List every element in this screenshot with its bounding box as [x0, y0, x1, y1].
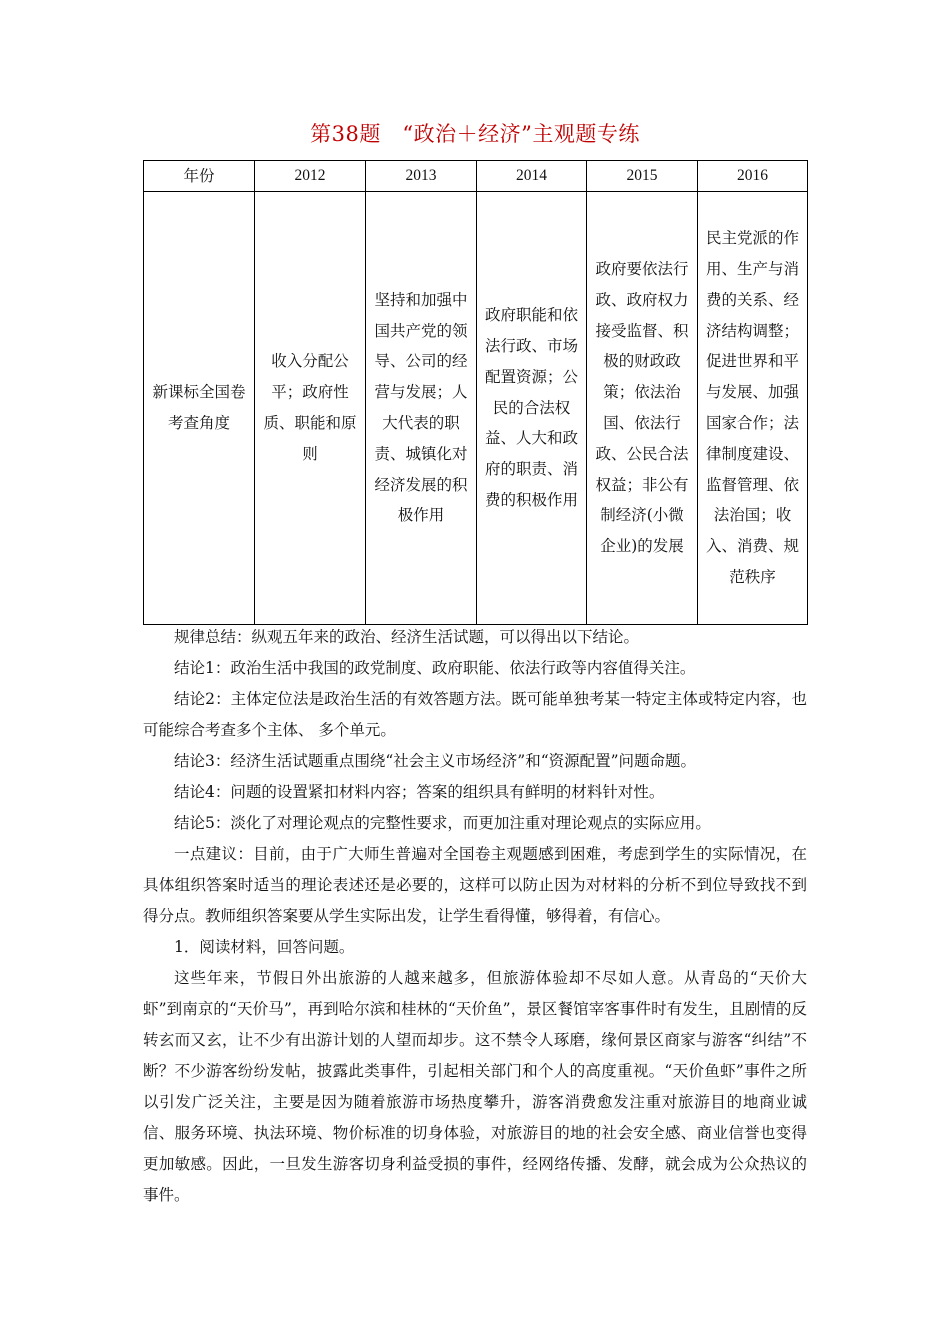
cell-2013: 坚持和加强中国共产党的领导、公司的经营与发展；人大代表的职责、城镇化对经济发展的积极作用: [366, 192, 477, 625]
page-title: 第38题 “政治＋经济”主观题专练: [310, 122, 640, 146]
cell-2012: 收入分配公平；政府性质、职能和原则: [255, 192, 366, 625]
question-1: 1．阅读材料，回答问题。: [174, 938, 355, 956]
conclusion-4: 结论4：问题的设置紧扣材料内容；答案的组织具有鲜明的材料针对性。: [174, 783, 665, 801]
header-year: 年份: [144, 161, 255, 192]
table-row: [144, 192, 808, 625]
header-2016: 2016: [698, 161, 808, 192]
row-label: 新课标全国卷考查角度: [144, 192, 255, 625]
conclusion-3: 结论3：经济生活试题重点围绕“社会主义市场经济”和“资源配置”问题命题。: [174, 752, 697, 770]
material-paragraph: 这些年来，节假日外出旅游的人越来越多，但旅游体验却不尽如人意。从青岛的“天价大虾”到南京的“天价马”，再到哈尔滨和桂林的“天价鱼”，景区餐馆宰客事件时有发生，且剧情的反转玄而又玄，让不少有出游计划的人望而却步。这不禁令人琢磨，缘何景区商家与游客“纠结”不断？不少游客纷纷发帖，披露此类事件，引起相关部门和个人的高度重视。“天价鱼虾”事件之所以引发广泛关注，主要是因为随着旅游市场热度攀升，游客消费愈发注重对旅游目的地商业诚信、服务环境、执法环境、物价标准的切身体验，对旅游目的地的社会安全感、商业信誉也变得更加敏感。因此，一旦发生游客切身利益受损的事件，经网络传播、发酵，就会成为公众热议的事件。: [143, 969, 807, 1204]
suggestion-paragraph: 一点建议：目前，由于广大师生普遍对全国卷主观题感到困难，考虑到学生的实际情况，在具体组织答案时适当的理论表述还是必要的，这样可以防止因为对材料的分析不到位导致找不到得分点。教师组织答案要从学生实际出发，让学生看得懂，够得着，有信心。: [143, 845, 807, 925]
body-text: [143, 622, 807, 1211]
exam-topic-table: [143, 160, 808, 625]
header-2014: 2014: [477, 161, 587, 192]
cell-2014: 政府职能和依法行政、市场配置资源；公民的合法权益、人大和政府的职责、消费的积极作用: [477, 192, 587, 625]
header-2013: 2013: [366, 161, 477, 192]
conclusion-2: 结论2：主体定位法是政治生活的有效答题方法。既可能单独考某一特定主体或特定内容，也可能综合考查多个主体、 多个单元。: [143, 690, 807, 739]
table-header-row: [144, 161, 808, 192]
cell-2015: 政府要依法行政、政府权力接受监督、积极的财政政策；依法治国、依法行政、公民合法权益；非公有制经济(小微企业)的发展: [587, 192, 698, 625]
conclusion-5: 结论5：淡化了对理论观点的完整性要求，而更加注重对理论观点的实际应用。: [174, 814, 711, 832]
header-2012: 2012: [255, 161, 366, 192]
summary-paragraph: 规律总结：纵观五年来的政治、经济生活试题，可以得出以下结论。: [174, 628, 640, 646]
cell-2016: 民主党派的作用、生产与消费的关系、经济结构调整；促进世界和平与发展、加强国家合作；法律制度建设、监督管理、依法治国；收入、消费、规范秩序: [698, 192, 808, 625]
conclusion-1: 结论1：政治生活中我国的政党制度、政府职能、依法行政等内容值得关注。: [174, 659, 696, 677]
header-2015: 2015: [587, 161, 698, 192]
